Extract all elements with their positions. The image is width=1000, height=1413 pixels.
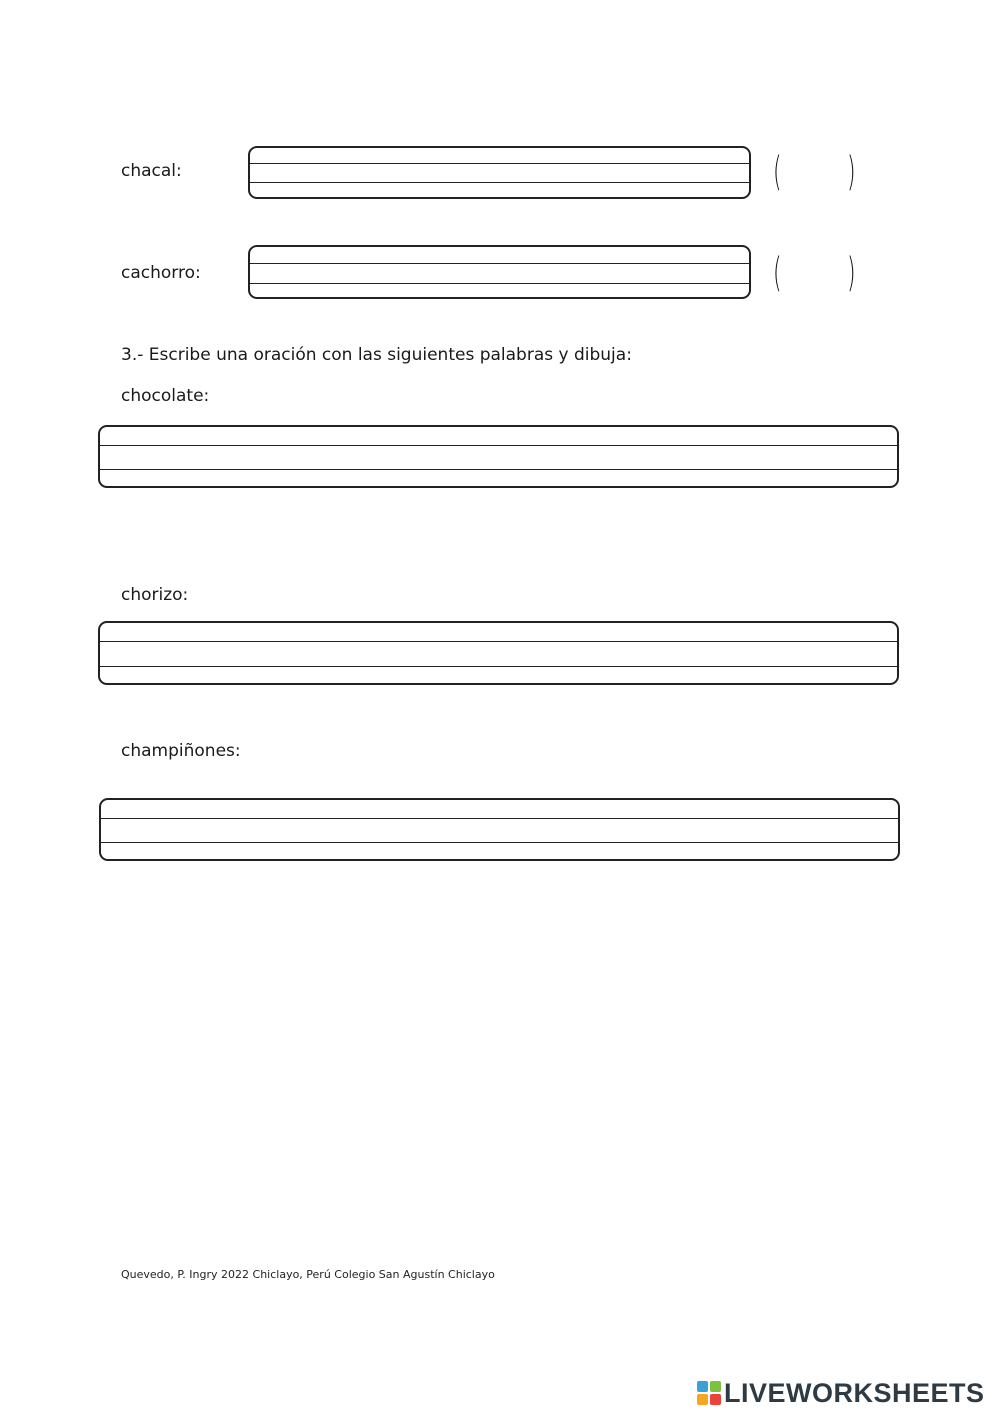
word-label-cachorro: cachorro:: [121, 263, 201, 283]
writing-lines-cachorro[interactable]: [248, 245, 751, 299]
writing-rule: [101, 842, 898, 843]
writing-rule: [250, 182, 749, 183]
word-label-chocolate: chocolate:: [121, 386, 210, 406]
writing-lines-chocolate[interactable]: [98, 425, 899, 488]
writing-lines-chacal[interactable]: [248, 146, 751, 199]
writing-rule: [250, 263, 749, 264]
paren-close-cachorro: ): [847, 250, 856, 296]
liveworksheets-brand: [697, 1377, 985, 1409]
paren-open-chacal: (: [773, 149, 782, 195]
liveworksheets-logo-icon: [697, 1381, 721, 1405]
brand-name: LIVEWORKSHEETS: [724, 1377, 985, 1408]
writing-rule: [100, 666, 897, 667]
writing-lines-chorizo[interactable]: [98, 621, 899, 685]
writing-rule: [101, 818, 898, 819]
writing-lines-champinones[interactable]: [99, 798, 900, 861]
section3-instruction: 3.- Escribe una oración con las siguientes palabras y dibuja:: [121, 345, 632, 365]
word-label-chorizo: chorizo:: [121, 585, 189, 605]
writing-rule: [100, 469, 897, 470]
paren-open-cachorro: (: [773, 250, 782, 296]
answer-box-cachorro[interactable]: [790, 256, 845, 292]
word-label-champinones: champiñones:: [121, 741, 241, 761]
paren-close-chacal: ): [847, 149, 856, 195]
writing-rule: [250, 163, 749, 164]
writing-rule: [100, 641, 897, 642]
writing-rule: [100, 445, 897, 446]
answer-box-chacal[interactable]: [790, 155, 845, 191]
writing-rule: [250, 283, 749, 284]
word-label-chacal: chacal:: [121, 161, 182, 181]
footer-credit: Quevedo, P. Ingry 2022 Chiclayo, Perú Colegio San Agustín Chiclayo: [121, 1268, 495, 1281]
